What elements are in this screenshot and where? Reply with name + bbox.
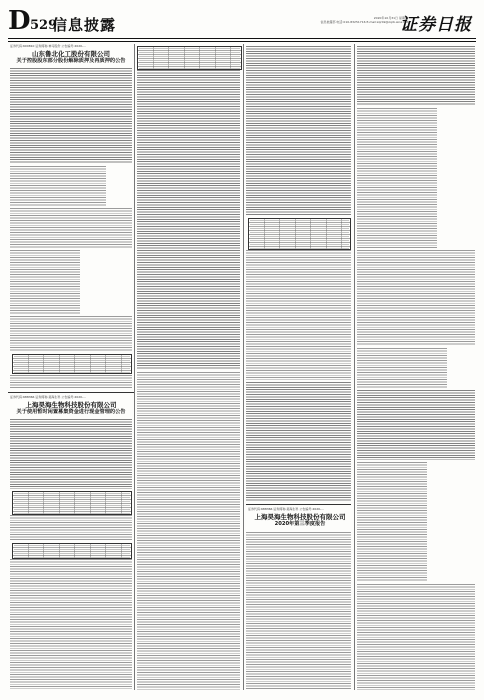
contact-line: 信息披露部 电话:010-83251716 E-mail:zqrb9@zqrb.sina.net <box>320 20 408 24</box>
data-table <box>12 491 132 515</box>
article-body <box>10 419 132 489</box>
article-list <box>357 462 427 582</box>
article-list <box>357 348 447 388</box>
article-body <box>137 70 240 370</box>
article-body <box>357 46 475 106</box>
data-table <box>248 218 351 250</box>
article-body <box>10 208 132 248</box>
article-title-line: 2020年第三季度报告 <box>274 521 326 527</box>
article-title-line: 上海昊海生物科技股份有限公司 <box>254 513 346 521</box>
masthead-rule <box>8 38 476 39</box>
article-title-line: 山东鲁北化工股份有限公司 <box>32 50 110 58</box>
page-number: 529 <box>30 18 58 33</box>
data-table <box>12 543 132 559</box>
article-title <box>248 513 352 528</box>
article-separator <box>246 504 351 505</box>
section-name: 信息披露 <box>52 16 117 34</box>
article-body <box>10 375 132 389</box>
column-rule <box>134 44 135 690</box>
article-body <box>10 515 132 541</box>
article-body <box>357 250 475 346</box>
article-body <box>357 390 475 460</box>
article-code-line: 证券代码:688366 证券简称:昊海生科 公告编号:2020-... <box>10 395 86 399</box>
article-body <box>10 316 132 352</box>
article-body <box>246 46 351 216</box>
article-title <box>10 401 132 416</box>
masthead <box>8 6 476 36</box>
article-body <box>246 532 351 690</box>
article-body <box>246 250 351 380</box>
data-table <box>12 354 132 374</box>
newspaper-logo: 证券日报 <box>400 15 472 35</box>
date-line: 2020年10月31日 星期六 <box>373 16 408 20</box>
article-body <box>10 68 132 164</box>
data-table <box>137 46 242 70</box>
article-code-line: 证券代码:688366 证券简称:昊海生科 公告编号:2020-... <box>248 507 324 511</box>
article-title-line: 关于使用暂时闲置募集资金进行现金管理的公告 <box>16 409 126 415</box>
article-title-line: 上海昊海生物科技股份有限公司 <box>25 401 117 409</box>
masthead-rule-thin <box>8 41 476 42</box>
article-body <box>357 584 475 690</box>
article-title <box>10 50 132 65</box>
section-letter: D <box>8 6 31 36</box>
article-body <box>137 372 240 690</box>
masthead-info <box>308 16 408 24</box>
article-body <box>246 382 351 502</box>
column-rule <box>243 44 244 690</box>
article-list <box>10 250 80 314</box>
article-separator <box>8 392 134 393</box>
article-code-line: 证券代码:600810 证券简称:神马股份 公告编号:2020-... <box>10 44 86 48</box>
article-body <box>10 166 106 206</box>
article-list <box>357 108 437 248</box>
article-body <box>10 559 132 689</box>
column-rule <box>354 44 355 690</box>
article-title-line: 关于控股股东部分股份解除质押及再质押的公告 <box>16 58 126 64</box>
